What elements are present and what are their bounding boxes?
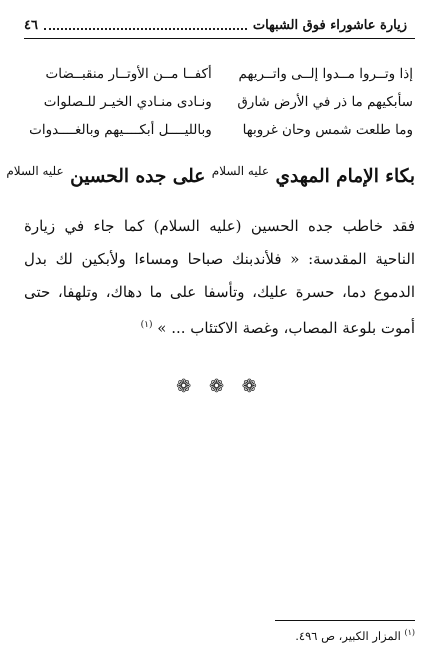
hemistich-right: سأبكيهم ما ذر في الأرض شارق (237, 94, 413, 110)
section-title-part2: على جده الحسين (70, 166, 206, 188)
header-dot-leader (44, 19, 247, 30)
paragraph-text: فقد خاطب جده الحسين (عليه السلام) كما جاء في زيارة الناحية المقدسة: « فلأندبنك صباحا ومساءا ولأبكين لك بدل الدموع دما، حسرة عليك، وتأسفا على ما دهاك، وتلهفا، حتى أموت بلوعة المصاب، وغصة الاكتئاب ... » (24, 217, 415, 337)
running-title: زيارة عاشوراء فوق الشبهات (252, 18, 407, 33)
hemistich-right: وما طلعت شمس وحان غروبها (242, 122, 413, 138)
page-header (24, 18, 407, 33)
honorific-symbol: عليه السلام (211, 164, 270, 178)
hemistich-left: ونـادى منـادي الخيـر للـصلوات (43, 94, 212, 110)
poem-line (26, 118, 413, 146)
footnote-reference: (١) (140, 320, 153, 330)
footnote-rule (275, 620, 415, 621)
footnote (295, 628, 415, 643)
paragraph (24, 210, 415, 345)
body-text (24, 210, 415, 345)
hemistich-left: وبالليــــل أبكــــيهم وبالغــــدوات (29, 122, 212, 138)
section-title-part1: بكاء الإمام المهدي (275, 166, 415, 188)
header-rule (24, 38, 415, 39)
section-separator: ❁ ❁ ❁ (176, 376, 263, 397)
poem-line (26, 90, 413, 118)
honorific-symbol: عليه السلام (6, 164, 64, 178)
hemistich-right: إذا وتــروا مــدوا إلــى واتــريهم (238, 66, 413, 82)
section-title (6, 164, 415, 188)
footnote-text: المزار الكبير، ص ٤٩٦. (295, 628, 401, 643)
poem-line (26, 62, 413, 90)
page-number: ٤٦ (24, 18, 38, 33)
poem (26, 62, 413, 146)
hemistich-left: أكفــا مــن الأوتــار منقبــضات (45, 66, 212, 82)
footnote-marker: (١) (404, 628, 415, 637)
